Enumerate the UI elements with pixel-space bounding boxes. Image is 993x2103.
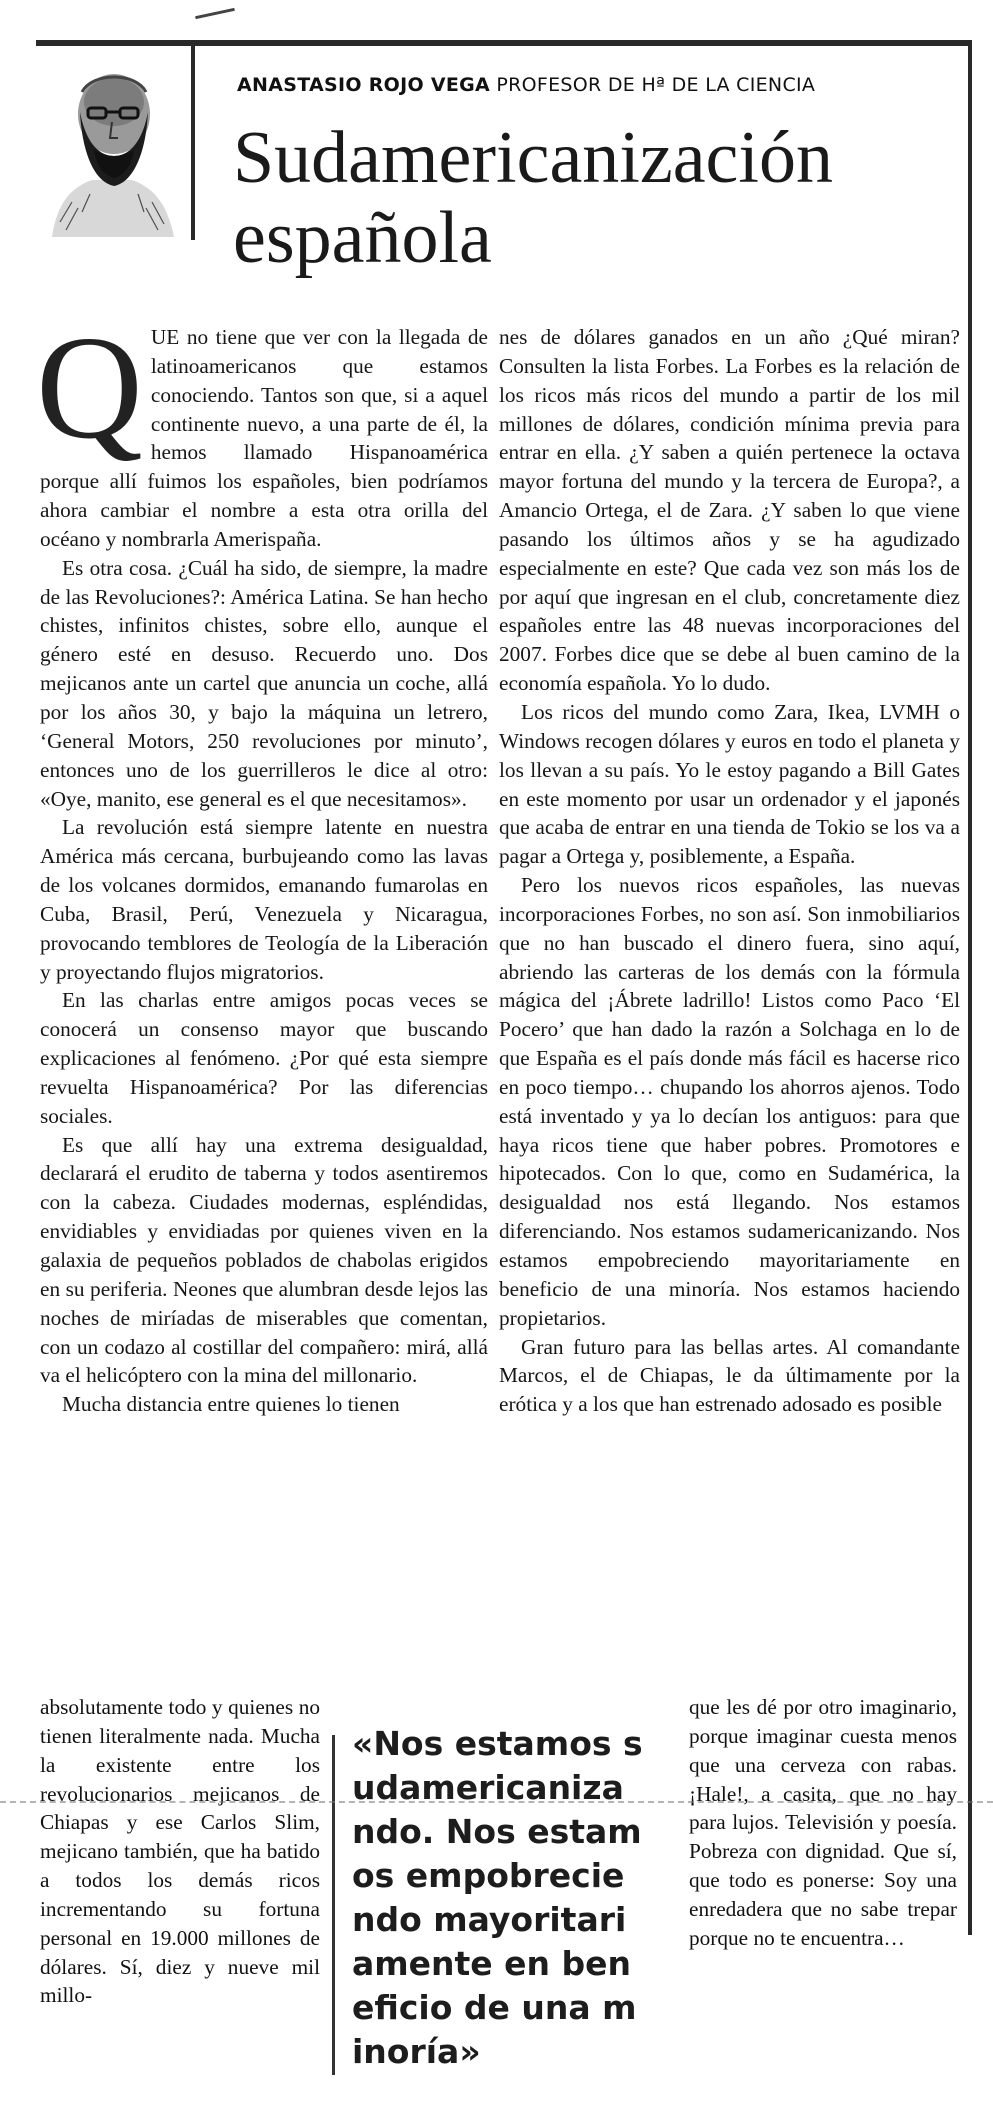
headline — [233, 118, 953, 278]
header-rule — [36, 40, 971, 46]
paragraph: La revolución está siempre latente en nuestra América más cercana, burbujeando como las lavas de los volcanes dormidos, emanando fumarolas en Cuba, Brasil, Perú, Venezuela y Nicaragua, provocando temblores de Teología de la Liberación y proyectando flujos migratorios. — [40, 815, 488, 984]
author-role: PROFESOR DE Hª DE LA CIENCIA — [496, 74, 816, 96]
paragraph: Es que allí hay una extrema desigualdad, declarará el erudito de taberna y todos asentiremos con la cabeza. Ciudades modernas, espléndidas, envidiables y envidiadas por quienes viven en la galaxia de pequeños poblados de chabolas erigidos en su periferia. Neones que alumbran desde lejos las noches de miríadas de miserables que comentan, con un codazo al costillar del compañero: mirá, allá va el helicóptero con la mina del millonario. — [40, 1132, 488, 1388]
pull-quote: «Nos estamos sudamericanizando. Nos estamos empobreciendo mayoritariamente en beneficio de una minoría» — [352, 1724, 643, 2071]
paragraph: que les dé por otro imaginario, porque imaginar cuesta menos que una cerveza con rabas. ¡Hale!, a casita, que no hay para lujos. Televisión y poesía. Pobreza con dignidad. Que sí, que todo es ponerse: Soy una enredadera que no sabe trepar porque no te encuentra… — [689, 1695, 957, 1950]
article-column-2 — [499, 323, 960, 1419]
paragraph: Gran futuro para las bellas artes. Al comandante Marcos, el de Chiapas, le da últimamente por la erótica y a los que han estrenado adosado es posible — [499, 1334, 960, 1417]
paragraph: nes de dólares ganados en un año ¿Qué miran? Consulten la lista Forbes. La Forbes es la relación de los ricos más ricos del mundo a partir de los mil millones de dólares, condición mínima previa para entrar en ella. ¿Y saben a quién pertenece la octava mayor fortuna del mundo y la tercera de Europa?, a Amancio Ortega, el de Zara. ¿Y saben lo que viene pasando los últimos años y se ha agudizado especialmente en este? Que cada vez son más los de por aquí que ingresan en el club, concretamente diez españoles entre las 48 nuevas incorporaciones del 2007. Forbes dice que se debe al buen camino de la economía española. Yo lo dudo. — [499, 325, 960, 696]
article-column-1-narrow — [40, 1693, 320, 2010]
paragraph: Pero los nuevos ricos españoles, las nuevas incorporaciones Forbes, no son así. Son inmobiliarios que no han buscado el dinero fuera, sino aquí, abriendo las carteras de los demás con la fórmula mágica del ¡Ábrete ladrillo! Listos como Paco ‘El Pocero’ que han dado la razón a Solchaga en lo de que España es el país donde más fácil es hacerse rico en poco tiempo… chupando los ahorros ajenos. Todo está inventado y ya lo decían los antiguos: para que haya ricos tiene que haber pobres. Promotores e hipotecados. Con lo que, como en Sudamérica, la desigualdad nos está llegando. Nos estamos diferenciando. Nos estamos sudamericanizando. Nos estamos empobreciendo mayoritariamente en beneficio de una minoría. Nos estamos haciendo propietarios. — [499, 873, 960, 1330]
author-portrait — [42, 52, 182, 237]
drop-cap: Q — [36, 306, 143, 470]
paragraph: En las charlas entre amigos pocas veces se conocerá un consenso mayor que buscando explicaciones al fenómeno. ¿Por qué esta siempre revuelta Hispanoamérica? Por las diferencias sociales. — [40, 988, 488, 1128]
article-column-2-narrow — [689, 1693, 957, 1953]
author-name: ANASTASIO ROJO VEGA — [237, 74, 491, 96]
article-column-1 — [36, 306, 488, 1419]
byline — [237, 74, 815, 96]
paragraph: Es otra cosa. ¿Cuál ha sido, de siempre, la madre de las Revoluciones?: América Latina. Se han hecho chistes, infinitos chistes, sobre ello, aunque el género esté en desuso. Recuerdo uno. Dos mejicanos ante un cartel que anuncia un coche, allá por los años 30, y bajo la máquina un letrero, ‘General Motors, 250 revoluciones por minuto’, entonces uno de los guerrilleros le dice al otro: «Oye, manito, ese general es el que necesitamos». — [40, 555, 488, 811]
pullquote-rule — [332, 1735, 335, 2075]
headline-line-2: española — [233, 197, 492, 279]
headline-line-1: Sudamericanización — [233, 117, 833, 199]
paragraph: absolutamente todo y quienes no tienen literalmente nada. Mucha la existente entre los revolucionarios mejicanos de Chiapas y ese Carlos Slim, mejicano también, que ha batido a todos los demás ricos incrementando su fortuna personal en 19.000 millones de dólares. Sí, diez y nueve mil millo- — [40, 1695, 320, 2008]
paragraph: UE no tiene que ver con la llegada de latinoamericanos que estamos conociendo. Tantos son que, si a aquel continente nuevo, a una parte de él, la hemos llamado Hispanoamérica porque allí fuimos los españoles, bien podríamos ahora cambiar el nombre a esta otra orilla del océano y nombrarla Amerispaña. — [40, 325, 488, 551]
print-smudge — [195, 8, 235, 19]
header-divider — [191, 40, 195, 240]
column-border-right — [968, 40, 972, 1935]
scan-fold-line — [0, 1801, 993, 1803]
paragraph: Mucha distancia entre quienes lo tienen — [62, 1392, 400, 1417]
paragraph: Los ricos del mundo como Zara, Ikea, LVMH o Windows recogen dólares y euros en todo el planeta y los llevan a su país. Yo le estoy pagando a Bill Gates en este momento por usar un ordenador y el japonés que acaba de entrar en una tienda de Tokio se los va a pagar a Ortega y, posiblemente, a España. — [499, 699, 960, 869]
